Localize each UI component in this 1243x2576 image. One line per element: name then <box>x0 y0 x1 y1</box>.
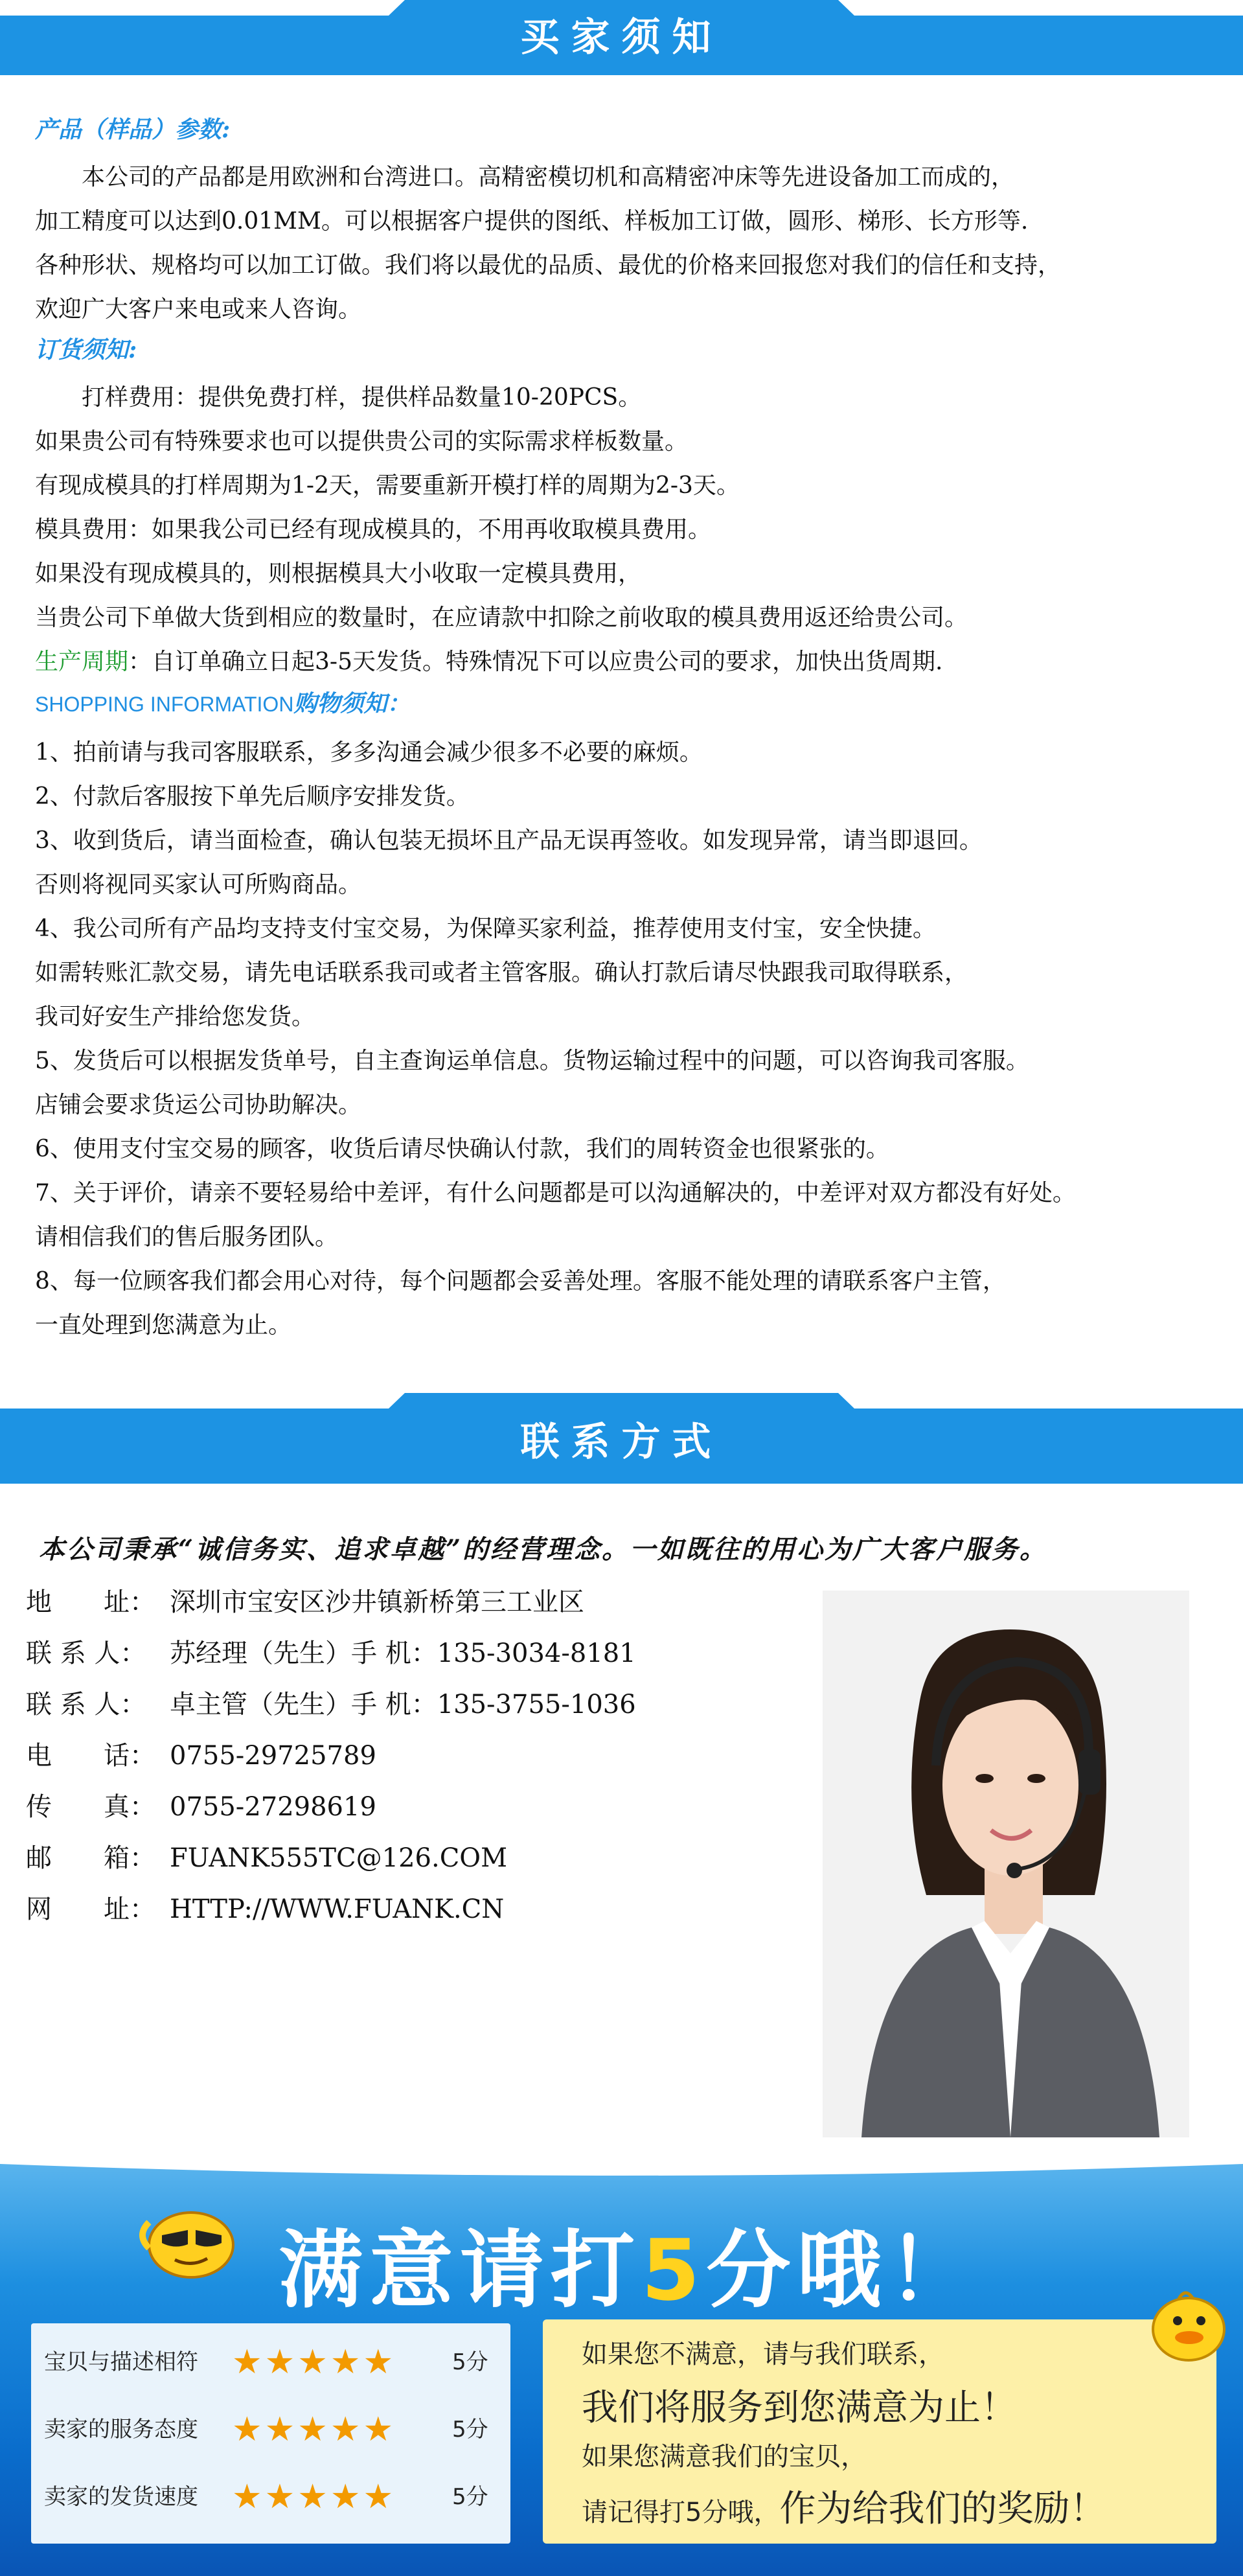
shopping-info-line: 请相信我们的售后服务团队。 <box>35 1224 339 1250</box>
message-line-part: 作为给我们的奖励！ <box>779 2488 1106 2530</box>
message-line-part: 请记得打5分哦， <box>582 2498 780 2527</box>
contact-value: 卓主管（先生）手 机：135-3755-1036 <box>170 1690 636 1719</box>
customer-service-agent-illustration <box>823 1591 1189 2137</box>
banner-title-part: 分哦！ <box>706 2221 979 2319</box>
product-params-section <box>35 115 1220 329</box>
contact-label: 电 话： <box>26 1741 155 1771</box>
order-notice-section <box>35 336 1220 685</box>
shopping-info-line: 我司好安生产排给您发货。 <box>35 1004 315 1030</box>
contact-row-website <box>26 1893 504 1926</box>
order-notice-line: 如果没有现成模具的，则根据模具大小收取一定模具费用， <box>35 560 642 587</box>
product-params-line: 欢迎广大客户来电或来人咨询。 <box>35 296 362 323</box>
shopping-info-line: 店铺会要求货运公司协助解决。 <box>35 1092 362 1118</box>
shopping-info-line: 3、收到货后，请当面检查，确认包装无损坏且产品无误再签收。如发现异常，请当即退回。 <box>35 827 983 854</box>
rating-panel <box>31 2323 510 2544</box>
banner-title <box>279 2203 979 2324</box>
order-notice-line: 有现成模具的打样周期为1-2天，需要重新开模打样的周期为2-3天。 <box>35 472 740 499</box>
contact-row-phone <box>26 1740 376 1772</box>
order-notice-heading: 订货须知: <box>35 336 137 363</box>
product-params-heading: 产品（样品）参数: <box>35 116 231 143</box>
banner-top-curve <box>0 2157 1243 2196</box>
contact-value: 0755-27298619 <box>170 1792 376 1822</box>
contact-row-fax <box>26 1791 376 1823</box>
order-notice-line: 模具费用：如果我公司已经有现成模具的，不用再收取模具费用。 <box>35 516 712 543</box>
message-line <box>582 2480 1106 2532</box>
banner-title-part: 满意请打 <box>279 2221 642 2319</box>
shopping-info-line: 1、拍前请与我司客服联系，多多沟通会减少很多不必要的麻烦。 <box>35 739 703 766</box>
rating-score: 5分 <box>452 2349 488 2375</box>
shopping-info-heading <box>35 689 410 719</box>
company-slogan: 本公司秉承“诚信务实、追求卓越”的经营理念。一如既往的用心为广大客户服务。 <box>39 1534 1048 1565</box>
star-rating: ★★★★★ <box>232 2410 396 2449</box>
shopping-info-line: 2、付款后客服按下单先后顺序安排发货。 <box>35 783 470 810</box>
message-line: 如果您不满意，请与我们联系， <box>582 2340 944 2369</box>
shopping-info-line: 如需转账汇款交易，请先电话联系我司或者主管客服。确认打款后请尽快跟我司取得联系， <box>35 960 968 986</box>
order-notice-line: 如果贵公司有特殊要求也可以提供贵公司的实际需求样板数量。 <box>35 428 689 455</box>
shopping-info-line: 7、关于评价，请亲不要轻易给中差评，有什么问题都是可以沟通解决的，中差评对双方都没有好处。 <box>35 1180 1076 1206</box>
contact-label: 传 真： <box>26 1792 155 1822</box>
rating-score: 5分 <box>452 2484 488 2510</box>
rating-label: 卖家的服务态度 <box>44 2417 198 2443</box>
contact-value: HTTP://WWW.FUANK.CN <box>170 1894 505 1924</box>
shopping-info-section <box>35 689 1220 1357</box>
star-rating: ★★★★★ <box>232 2478 396 2516</box>
order-notice-line: 当贵公司下单做大货到相应的数量时，在应请款中扣除之前收取的模具费用返还给贵公司。 <box>35 604 968 631</box>
rating-row <box>44 2478 488 2516</box>
contact-label: 联 系 人： <box>26 1690 146 1719</box>
star-rating: ★★★★★ <box>232 2343 396 2382</box>
production-cycle-text: ：自订单确立日起3-5天发货。特殊情况下可以应贵公司的要求，加快出货周期. <box>128 649 943 675</box>
contact-value: 深圳市宝安区沙井镇新桥第三工业区 <box>170 1587 584 1617</box>
customer-service-photo <box>823 1591 1189 2137</box>
shopping-info-line: 否则将视同买家认可所购商品。 <box>35 871 362 898</box>
cool-smiley-icon <box>136 2203 240 2281</box>
contact-row-email <box>26 1842 507 1874</box>
rating-row <box>44 2410 488 2449</box>
production-cycle-line <box>35 648 942 676</box>
contact-label: 联 系 人： <box>26 1639 146 1668</box>
buyer-notice-header <box>0 0 1243 91</box>
shopping-info-line: 一直处理到您满意为止。 <box>35 1312 292 1339</box>
rating-label: 卖家的发货速度 <box>44 2484 198 2510</box>
contact-label: 地 址： <box>26 1587 155 1617</box>
rating-row <box>44 2343 488 2382</box>
duck-mascot-icon <box>1146 2287 1231 2365</box>
shopping-info-line: 4、我公司所有产品均支持支付宝交易，为保障买家利益，推荐使用支付宝，安全快捷。 <box>35 915 936 942</box>
rating-label: 宝贝与描述相符 <box>44 2349 198 2375</box>
shopping-info-line: 6、使用支付宝交易的顾客，收货后请尽快确认付款，我们的周转资金也很紧张的。 <box>35 1136 889 1162</box>
contact-row-address <box>26 1586 584 1618</box>
shopping-info-heading-en: SHOPPING INFORMATION <box>35 693 294 716</box>
shopping-info-line: 8、每一位顾客我们都会用心对待，每个问题都会妥善处理。客服不能处理的请联系客户主管， <box>35 1268 1006 1294</box>
shopping-info-heading-cn: 购物须知： <box>293 690 411 717</box>
contact-label: 邮 箱： <box>26 1843 155 1873</box>
contact-row-person <box>26 1688 636 1721</box>
contact-value: 0755-29725789 <box>170 1741 376 1771</box>
product-params-line: 各种形状、规格均可以加工订做。我们将以最优的品质、最优的价格来回报您对我们的信任和支持， <box>35 252 1062 279</box>
rating-score: 5分 <box>452 2417 488 2443</box>
contact-header <box>0 1393 1243 1484</box>
message-line: 如果您满意我们的宝贝， <box>582 2442 867 2472</box>
banner-title-five: 5 <box>641 2221 707 2319</box>
contact-label: 网 址： <box>26 1894 155 1924</box>
product-params-line: 加工精度可以达到0.01MM。可以根据客户提供的图纸、样板加工订做，圆形、梯形、长方形等. <box>35 208 1029 235</box>
contact-row-person <box>26 1637 636 1670</box>
buyer-notice-title: 买家须知 <box>520 15 723 60</box>
satisfaction-message-box <box>543 2319 1216 2544</box>
production-cycle-label: 生产周期 <box>35 649 129 675</box>
shopping-info-line: 5、发货后可以根据发货单号，自主查询运单信息。货物运输过程中的问题，可以咨询我司客服。 <box>35 1048 1029 1074</box>
product-params-line: 本公司的产品都是用欧洲和台湾进口。高精密模切机和高精密冲床等先进设备加工而成的， <box>35 164 1015 190</box>
contact-value: FUANK555TC@126.COM <box>170 1843 508 1873</box>
contact-value: 苏经理（先生）手 机：135-3034-8181 <box>170 1639 636 1668</box>
message-line: 我们将服务到您满意为止！ <box>582 2387 1017 2429</box>
contact-title: 联系方式 <box>520 1420 723 1465</box>
order-notice-line: 打样费用：提供免费打样，提供样品数量10-20PCS。 <box>35 384 642 411</box>
